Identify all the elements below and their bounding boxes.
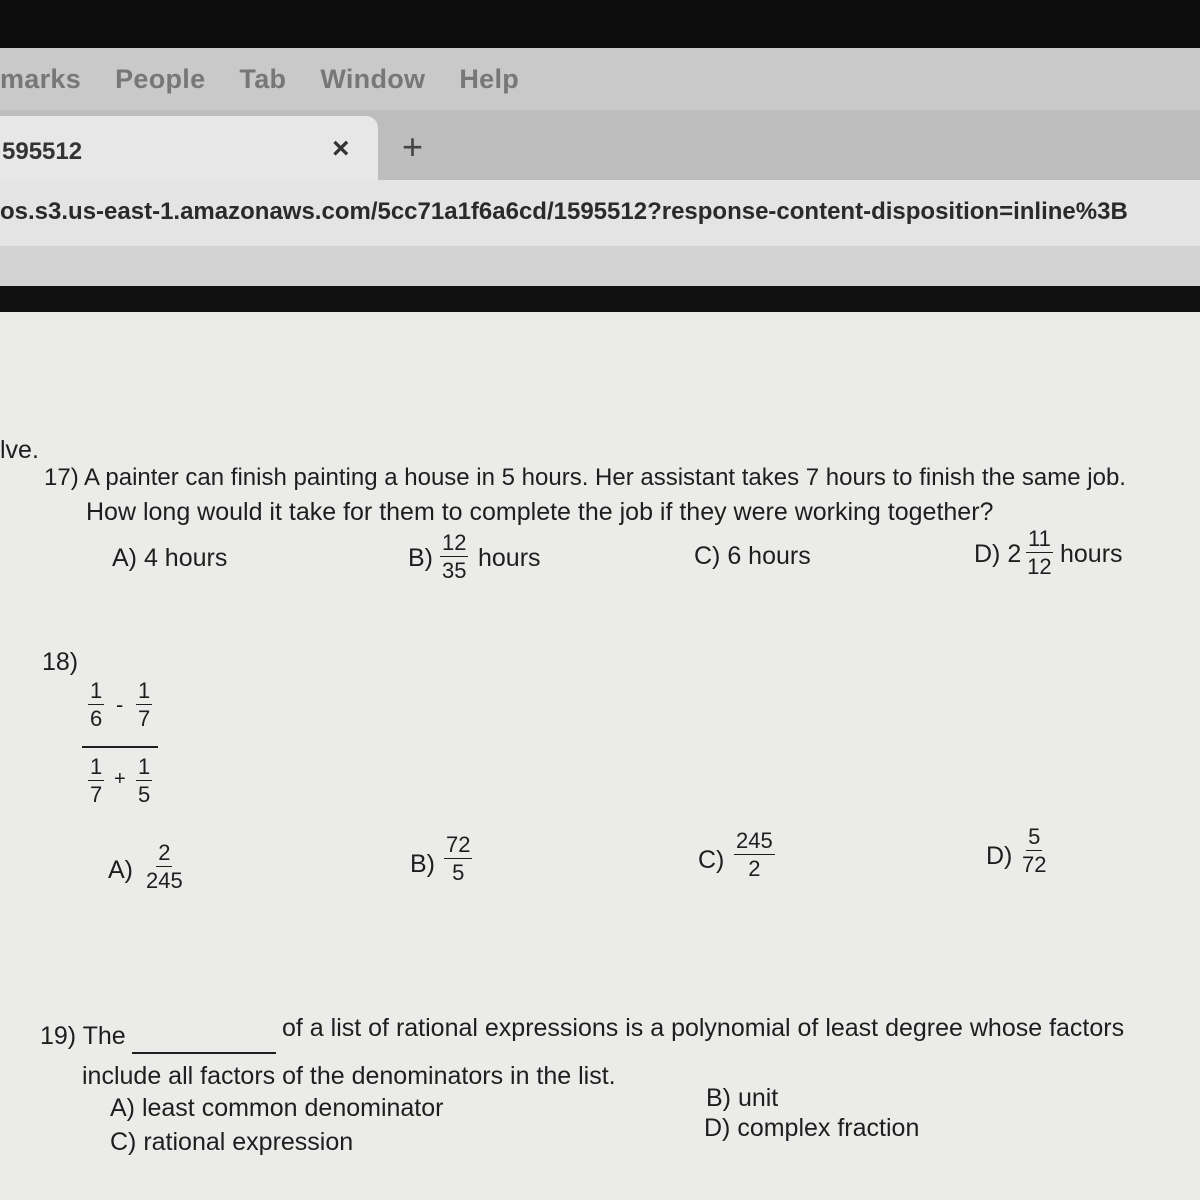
menu-bar <box>0 48 1200 110</box>
q18-bottom-left-fraction <box>88 756 104 806</box>
q19-start: 19) The <box>40 1022 126 1050</box>
fraction-denominator: 35 <box>442 558 467 583</box>
fraction-numerator: 72 <box>446 832 471 857</box>
fraction-numerator: 2 <box>158 840 171 865</box>
fraction-denominator: 7 <box>90 782 103 807</box>
fraction-numerator: 5 <box>1028 824 1041 849</box>
fraction-denominator: 72 <box>1022 852 1047 877</box>
section-header: lve. <box>0 436 39 464</box>
q18-top-right-fraction <box>136 680 152 730</box>
menu-tab[interactable]: Tab <box>239 63 287 94</box>
q18-bottom-right-fraction <box>136 756 152 806</box>
q17-option-d-label: D) 2 <box>974 540 1022 568</box>
fraction-numerator: 1 <box>90 678 103 703</box>
toolbar-strip <box>0 246 1200 286</box>
fraction-denominator: 245 <box>146 868 183 893</box>
close-icon[interactable]: × <box>332 132 350 165</box>
fraction-denominator: 5 <box>138 782 151 807</box>
fraction-denominator: 7 <box>138 706 151 731</box>
q19-option-a: A) least common denominator <box>110 1094 444 1122</box>
q17-line1: 17) A painter can finish painting a house in 5 hours. Her assistant takes 7 hours to finish the same job. <box>44 464 1126 491</box>
address-bar[interactable] <box>0 180 1200 247</box>
q18-option-b-label: B) <box>410 850 435 878</box>
fraction-numerator: 1 <box>90 754 103 779</box>
fraction-numerator: 1 <box>138 678 151 703</box>
q18-main-fraction-bar <box>82 746 158 748</box>
q18-minus-sign: - <box>116 692 124 717</box>
tab-title: 595512 <box>2 138 83 165</box>
fraction-numerator: 245 <box>736 828 773 853</box>
q18-number: 18) <box>42 648 79 676</box>
menu-window[interactable]: Window <box>320 63 426 94</box>
fraction-denominator: 2 <box>748 856 761 881</box>
q17-option-a: A) 4 hours <box>112 544 228 572</box>
q19-fill-in-blank <box>132 1052 276 1054</box>
document-page <box>0 312 1200 1200</box>
q18-top-left-fraction <box>88 680 104 730</box>
q18-option-d-label: D) <box>986 842 1013 870</box>
menu-help[interactable]: Help <box>459 63 520 94</box>
menu-people[interactable]: People <box>115 63 206 94</box>
browser-tab[interactable] <box>0 116 378 180</box>
q19-line2: include all factors of the denominators in the list. <box>82 1062 616 1090</box>
fraction-denominator: 6 <box>90 706 103 731</box>
q17-option-d-fraction <box>1026 528 1053 578</box>
q17-option-b-unit: hours <box>478 544 541 572</box>
q19-option-b: B) unit <box>706 1084 779 1112</box>
q19-option-c: C) rational expression <box>110 1128 354 1156</box>
q18-option-a-fraction <box>146 842 183 892</box>
q18-option-d-fraction <box>1022 826 1046 876</box>
q19-option-d: D) complex fraction <box>704 1114 920 1142</box>
fraction-numerator: 12 <box>442 530 467 555</box>
q17-option-b-fraction <box>440 532 468 582</box>
q18-option-c-label: C) <box>698 846 725 874</box>
q18-option-a-label: A) <box>108 856 133 884</box>
tab-strip <box>0 110 1200 180</box>
q17-option-d-unit: hours <box>1060 540 1123 568</box>
q19-rest: of a list of rational expressions is a polynomial of least degree whose factors <box>282 1014 1125 1042</box>
q18-plus-sign: + <box>114 768 126 790</box>
fraction-numerator: 11 <box>1028 526 1051 551</box>
q17-line2: How long would it take for them to complete the job if they were working together? <box>86 498 994 526</box>
q17-option-c: C) 6 hours <box>694 542 811 570</box>
q18-option-b-fraction <box>444 834 472 884</box>
url-text[interactable]: os.s3.us-east-1.amazonaws.com/5cc71a1f6a6cd/1595512?response-content-disposition=inline%3B <box>0 198 1128 225</box>
fraction-numerator: 1 <box>138 754 151 779</box>
q17-option-b-label: B) <box>408 544 433 572</box>
menu-bookmarks[interactable]: marks <box>0 63 82 94</box>
new-tab-icon[interactable]: + <box>402 126 424 167</box>
viewer-divider <box>0 286 1200 312</box>
q18-option-c-fraction <box>734 830 775 880</box>
fraction-denominator: 5 <box>452 860 465 885</box>
fraction-denominator: 12 <box>1027 554 1052 579</box>
